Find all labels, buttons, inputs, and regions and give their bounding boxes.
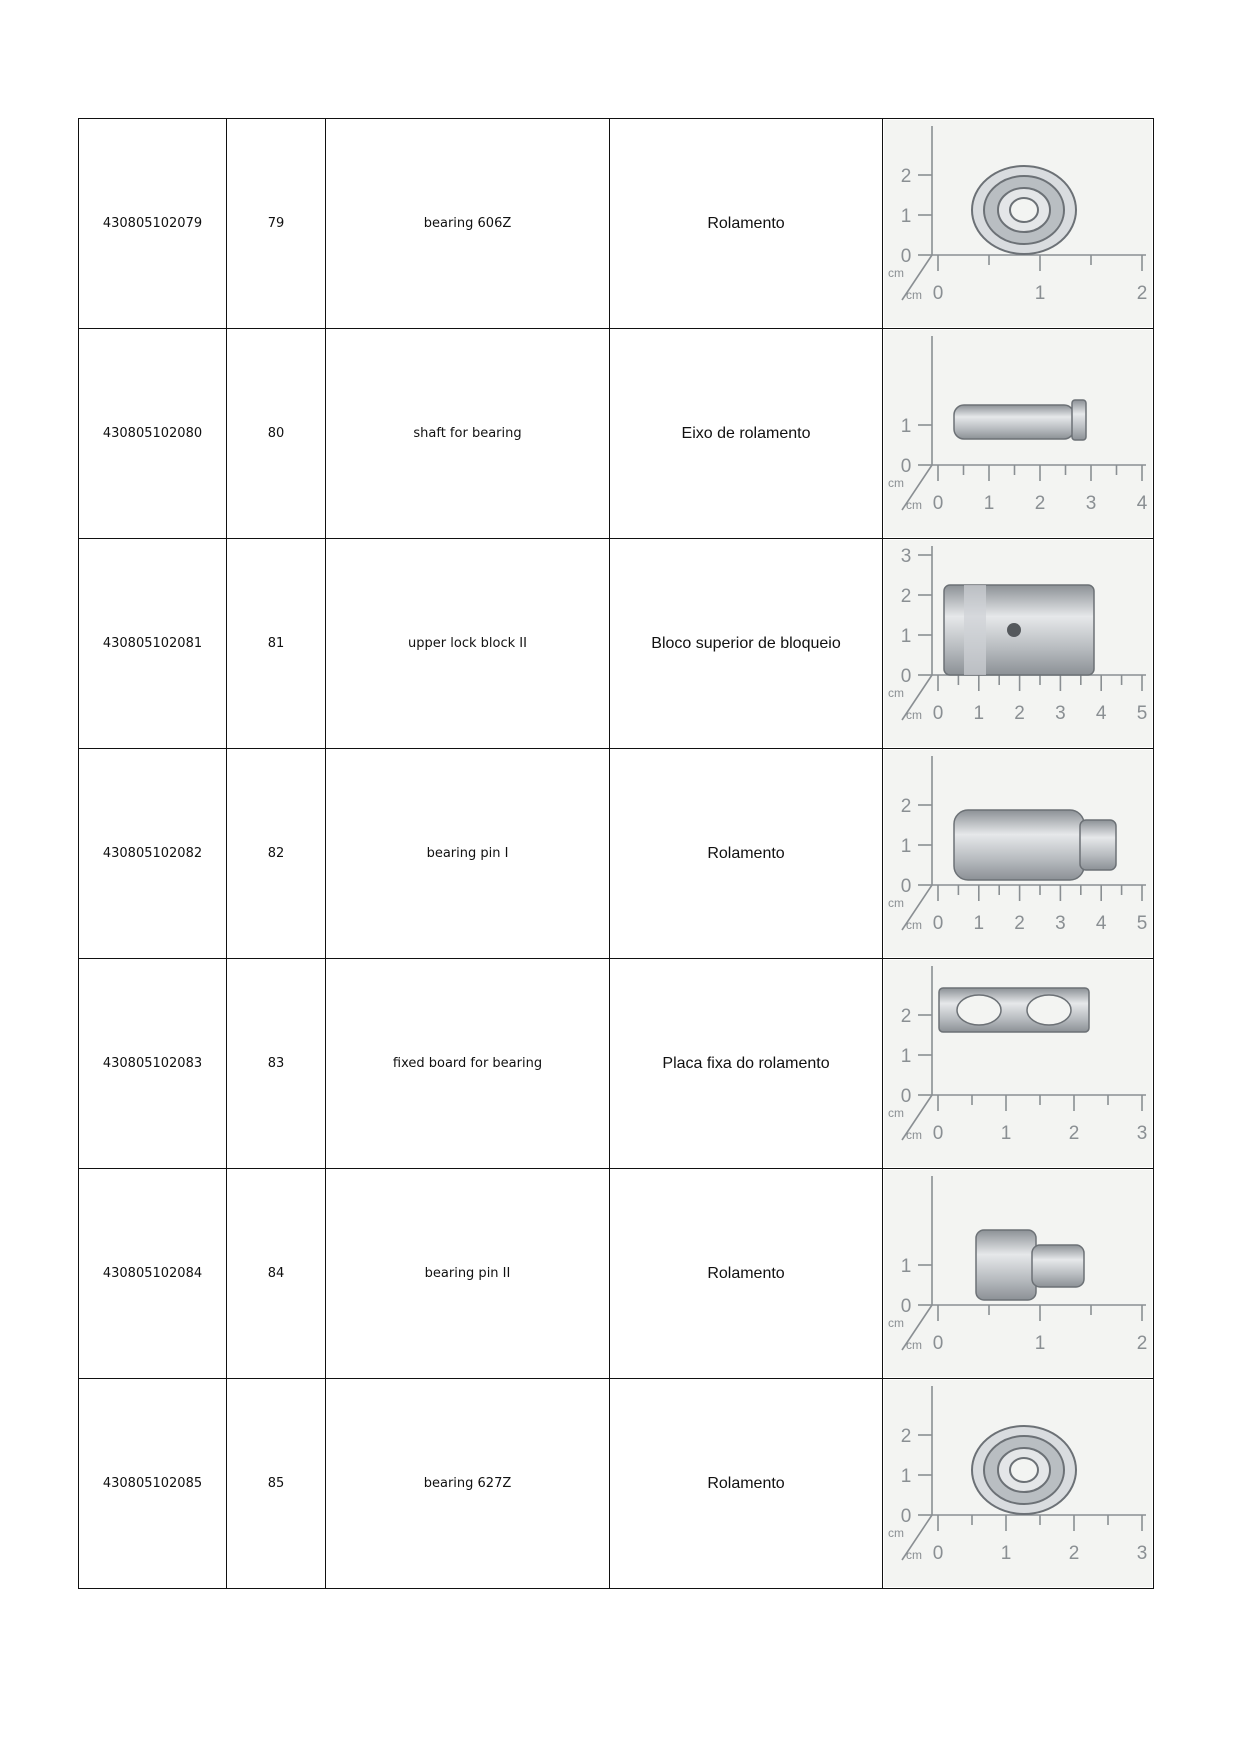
ruler-unit-label: cm	[888, 266, 904, 280]
english-description-text: fixed board for bearing	[392, 1056, 543, 1071]
portuguese-description-cell	[610, 1379, 883, 1589]
part-photo-cell	[883, 119, 1154, 329]
ruler-tick-label: 2	[900, 1006, 912, 1027]
ring-bearing-icon	[972, 1426, 1076, 1514]
part-photo	[884, 330, 1152, 537]
ruler-tick-label: 2	[900, 796, 912, 817]
ruler-unit-label: cm	[888, 476, 904, 490]
ruler-unit-label: cm	[906, 708, 922, 722]
part-photo-cell	[883, 1169, 1154, 1379]
ruler-tick-label: 1	[900, 1466, 912, 1487]
part-photo-cell	[883, 749, 1154, 959]
ruler-tick-label: 1	[900, 416, 912, 437]
ruler-unit-label: cm	[888, 686, 904, 700]
english-description-cell	[326, 539, 610, 749]
plate-icon	[939, 988, 1089, 1032]
item-number-text: 82	[267, 846, 285, 861]
pin-long-icon	[954, 810, 1116, 880]
part-photo	[884, 120, 1152, 327]
part-photo-cell	[883, 539, 1154, 749]
ruler-tick-label: 2	[1068, 1123, 1080, 1144]
part-code-cell	[79, 329, 227, 539]
portuguese-description-text: Rolamento	[707, 844, 785, 862]
ruler-tick-label: 0	[900, 1086, 912, 1107]
english-description-text: bearing 606Z	[423, 216, 512, 231]
ruler-tick-label: 2	[900, 586, 912, 607]
ruler-tick-label: 1	[900, 1046, 912, 1067]
ruler-tick-label: 3	[900, 546, 912, 567]
table-row	[79, 539, 1154, 749]
ruler-tick-label: 3	[1136, 1123, 1148, 1144]
item-number-cell	[227, 539, 326, 749]
english-description-cell	[326, 959, 610, 1169]
english-description-text: bearing pin II	[424, 1266, 511, 1281]
portuguese-description-cell	[610, 329, 883, 539]
part-code-text: 430805102081	[102, 636, 203, 651]
parts-table-body	[79, 119, 1154, 1589]
portuguese-description-text: Placa fixa do rolamento	[662, 1054, 830, 1072]
part-code-text: 430805102085	[102, 1476, 203, 1491]
ruler-tick-label: 1	[1034, 1333, 1046, 1354]
table-row	[79, 959, 1154, 1169]
table-row	[79, 749, 1154, 959]
ruler-tick-label: 1	[900, 206, 912, 227]
ruler-tick-label: 0	[900, 456, 912, 477]
portuguese-description-cell	[610, 749, 883, 959]
ruler-tick-label: 0	[932, 1543, 944, 1564]
part-code-cell	[79, 749, 227, 959]
item-number-cell	[227, 1169, 326, 1379]
part-photo-cell	[883, 959, 1154, 1169]
part-photo-cell	[883, 1379, 1154, 1589]
ruler-tick-label: 0	[900, 1296, 912, 1317]
ruler-tick-label: 3	[1136, 1543, 1148, 1564]
ruler-tick-label: 0	[900, 666, 912, 687]
portuguese-description-text: Rolamento	[707, 214, 785, 232]
item-number-text: 84	[267, 1266, 285, 1281]
ruler-tick-label: 4	[1136, 493, 1148, 514]
ruler-tick-label: 0	[900, 876, 912, 897]
english-description-text: bearing pin I	[426, 846, 509, 861]
english-description-cell	[326, 1169, 610, 1379]
ruler-tick-label: 0	[932, 283, 944, 304]
item-number-cell	[227, 959, 326, 1169]
table-row	[79, 329, 1154, 539]
english-description-text: upper lock block II	[408, 636, 527, 651]
item-number-text: 80	[267, 426, 285, 441]
ruler-unit-label: cm	[888, 896, 904, 910]
ruler-unit-label: cm	[906, 1338, 922, 1352]
portuguese-description-text: Eixo de rolamento	[681, 424, 811, 442]
portuguese-description-cell	[610, 959, 883, 1169]
ruler-tick-label: 5	[1136, 703, 1148, 724]
portuguese-description-cell	[610, 539, 883, 749]
ruler-tick-label: 4	[1095, 913, 1107, 934]
ruler-tick-label: 1	[1000, 1123, 1012, 1144]
part-code-text: 430805102082	[102, 846, 203, 861]
item-number-text: 81	[267, 636, 285, 651]
ruler-tick-label: 0	[932, 913, 944, 934]
english-description-cell	[326, 1379, 610, 1589]
ruler-tick-label: 0	[900, 1506, 912, 1527]
ruler-tick-label: 2	[1034, 493, 1046, 514]
portuguese-description-cell	[610, 1169, 883, 1379]
ruler-tick-label: 2	[900, 166, 912, 187]
part-photo-cell	[883, 329, 1154, 539]
english-description-text: shaft for bearing	[413, 426, 522, 441]
table-row	[79, 1169, 1154, 1379]
item-number-cell	[227, 1379, 326, 1589]
ruler-unit-label: cm	[888, 1106, 904, 1120]
table-row	[79, 119, 1154, 329]
ring-bearing-icon	[972, 166, 1076, 254]
english-description-cell	[326, 119, 610, 329]
portuguese-description-text: Bloco superior de bloqueio	[651, 634, 841, 652]
item-number-cell	[227, 119, 326, 329]
ruler-tick-label: 1	[973, 703, 985, 724]
ruler-tick-label: 2	[1136, 1333, 1148, 1354]
ruler-tick-label: 1	[900, 836, 912, 857]
ruler-tick-label: 0	[900, 246, 912, 267]
ruler-tick-label: 2	[1014, 703, 1025, 724]
part-code-text: 430805102083	[102, 1056, 203, 1071]
ruler-unit-label: cm	[888, 1526, 904, 1540]
part-code-text: 430805102079	[102, 216, 203, 231]
ruler-tick-label: 2	[1068, 1543, 1080, 1564]
ruler-unit-label: cm	[906, 498, 922, 512]
ruler-unit-label: cm	[906, 1548, 922, 1562]
block-icon	[944, 585, 1094, 675]
part-code-cell	[79, 539, 227, 749]
part-code-text: 430805102080	[102, 426, 203, 441]
english-description-cell	[326, 749, 610, 959]
item-number-cell	[227, 329, 326, 539]
item-number-text: 79	[267, 216, 285, 231]
ruler-tick-label: 3	[1055, 703, 1066, 724]
table-row	[79, 1379, 1154, 1589]
ruler-tick-label: 1	[900, 1256, 912, 1277]
ruler-tick-label: 1	[973, 913, 985, 934]
ruler-tick-label: 1	[983, 493, 995, 514]
part-photo	[884, 960, 1152, 1167]
english-description-cell	[326, 329, 610, 539]
part-photo	[884, 1170, 1152, 1377]
english-description-text: bearing 627Z	[423, 1476, 512, 1491]
part-photo	[884, 750, 1152, 957]
ruler-tick-label: 2	[1136, 283, 1148, 304]
ruler-tick-label: 5	[1136, 913, 1148, 934]
ruler-tick-label: 1	[1000, 1543, 1012, 1564]
part-code-text: 430805102084	[102, 1266, 203, 1281]
part-code-cell	[79, 119, 227, 329]
ruler-tick-label: 0	[932, 1123, 944, 1144]
part-code-cell	[79, 1169, 227, 1379]
ruler-tick-label: 2	[900, 1426, 912, 1447]
item-number-text: 85	[267, 1476, 285, 1491]
portuguese-description-text: Rolamento	[707, 1474, 785, 1492]
part-code-cell	[79, 1379, 227, 1589]
ruler-unit-label: cm	[888, 1316, 904, 1330]
ruler-tick-label: 2	[1014, 913, 1025, 934]
part-photo	[884, 540, 1152, 747]
ruler-tick-label: 1	[900, 626, 912, 647]
portuguese-description-text: Rolamento	[707, 1264, 785, 1282]
parts-table	[78, 118, 1154, 1589]
ruler-unit-label: cm	[906, 918, 922, 932]
ruler-tick-label: 0	[932, 703, 944, 724]
ruler-unit-label: cm	[906, 1128, 922, 1142]
part-code-cell	[79, 959, 227, 1169]
shaft-icon	[954, 400, 1086, 440]
item-number-text: 83	[267, 1056, 285, 1071]
portuguese-description-cell	[610, 119, 883, 329]
item-number-cell	[227, 749, 326, 959]
ruler-tick-label: 0	[932, 1333, 944, 1354]
ruler-tick-label: 4	[1095, 703, 1107, 724]
ruler-unit-label: cm	[906, 288, 922, 302]
ruler-tick-label: 3	[1085, 493, 1097, 514]
part-photo	[884, 1380, 1152, 1587]
ruler-tick-label: 0	[932, 493, 944, 514]
ruler-tick-label: 1	[1034, 283, 1046, 304]
ruler-tick-label: 3	[1055, 913, 1066, 934]
